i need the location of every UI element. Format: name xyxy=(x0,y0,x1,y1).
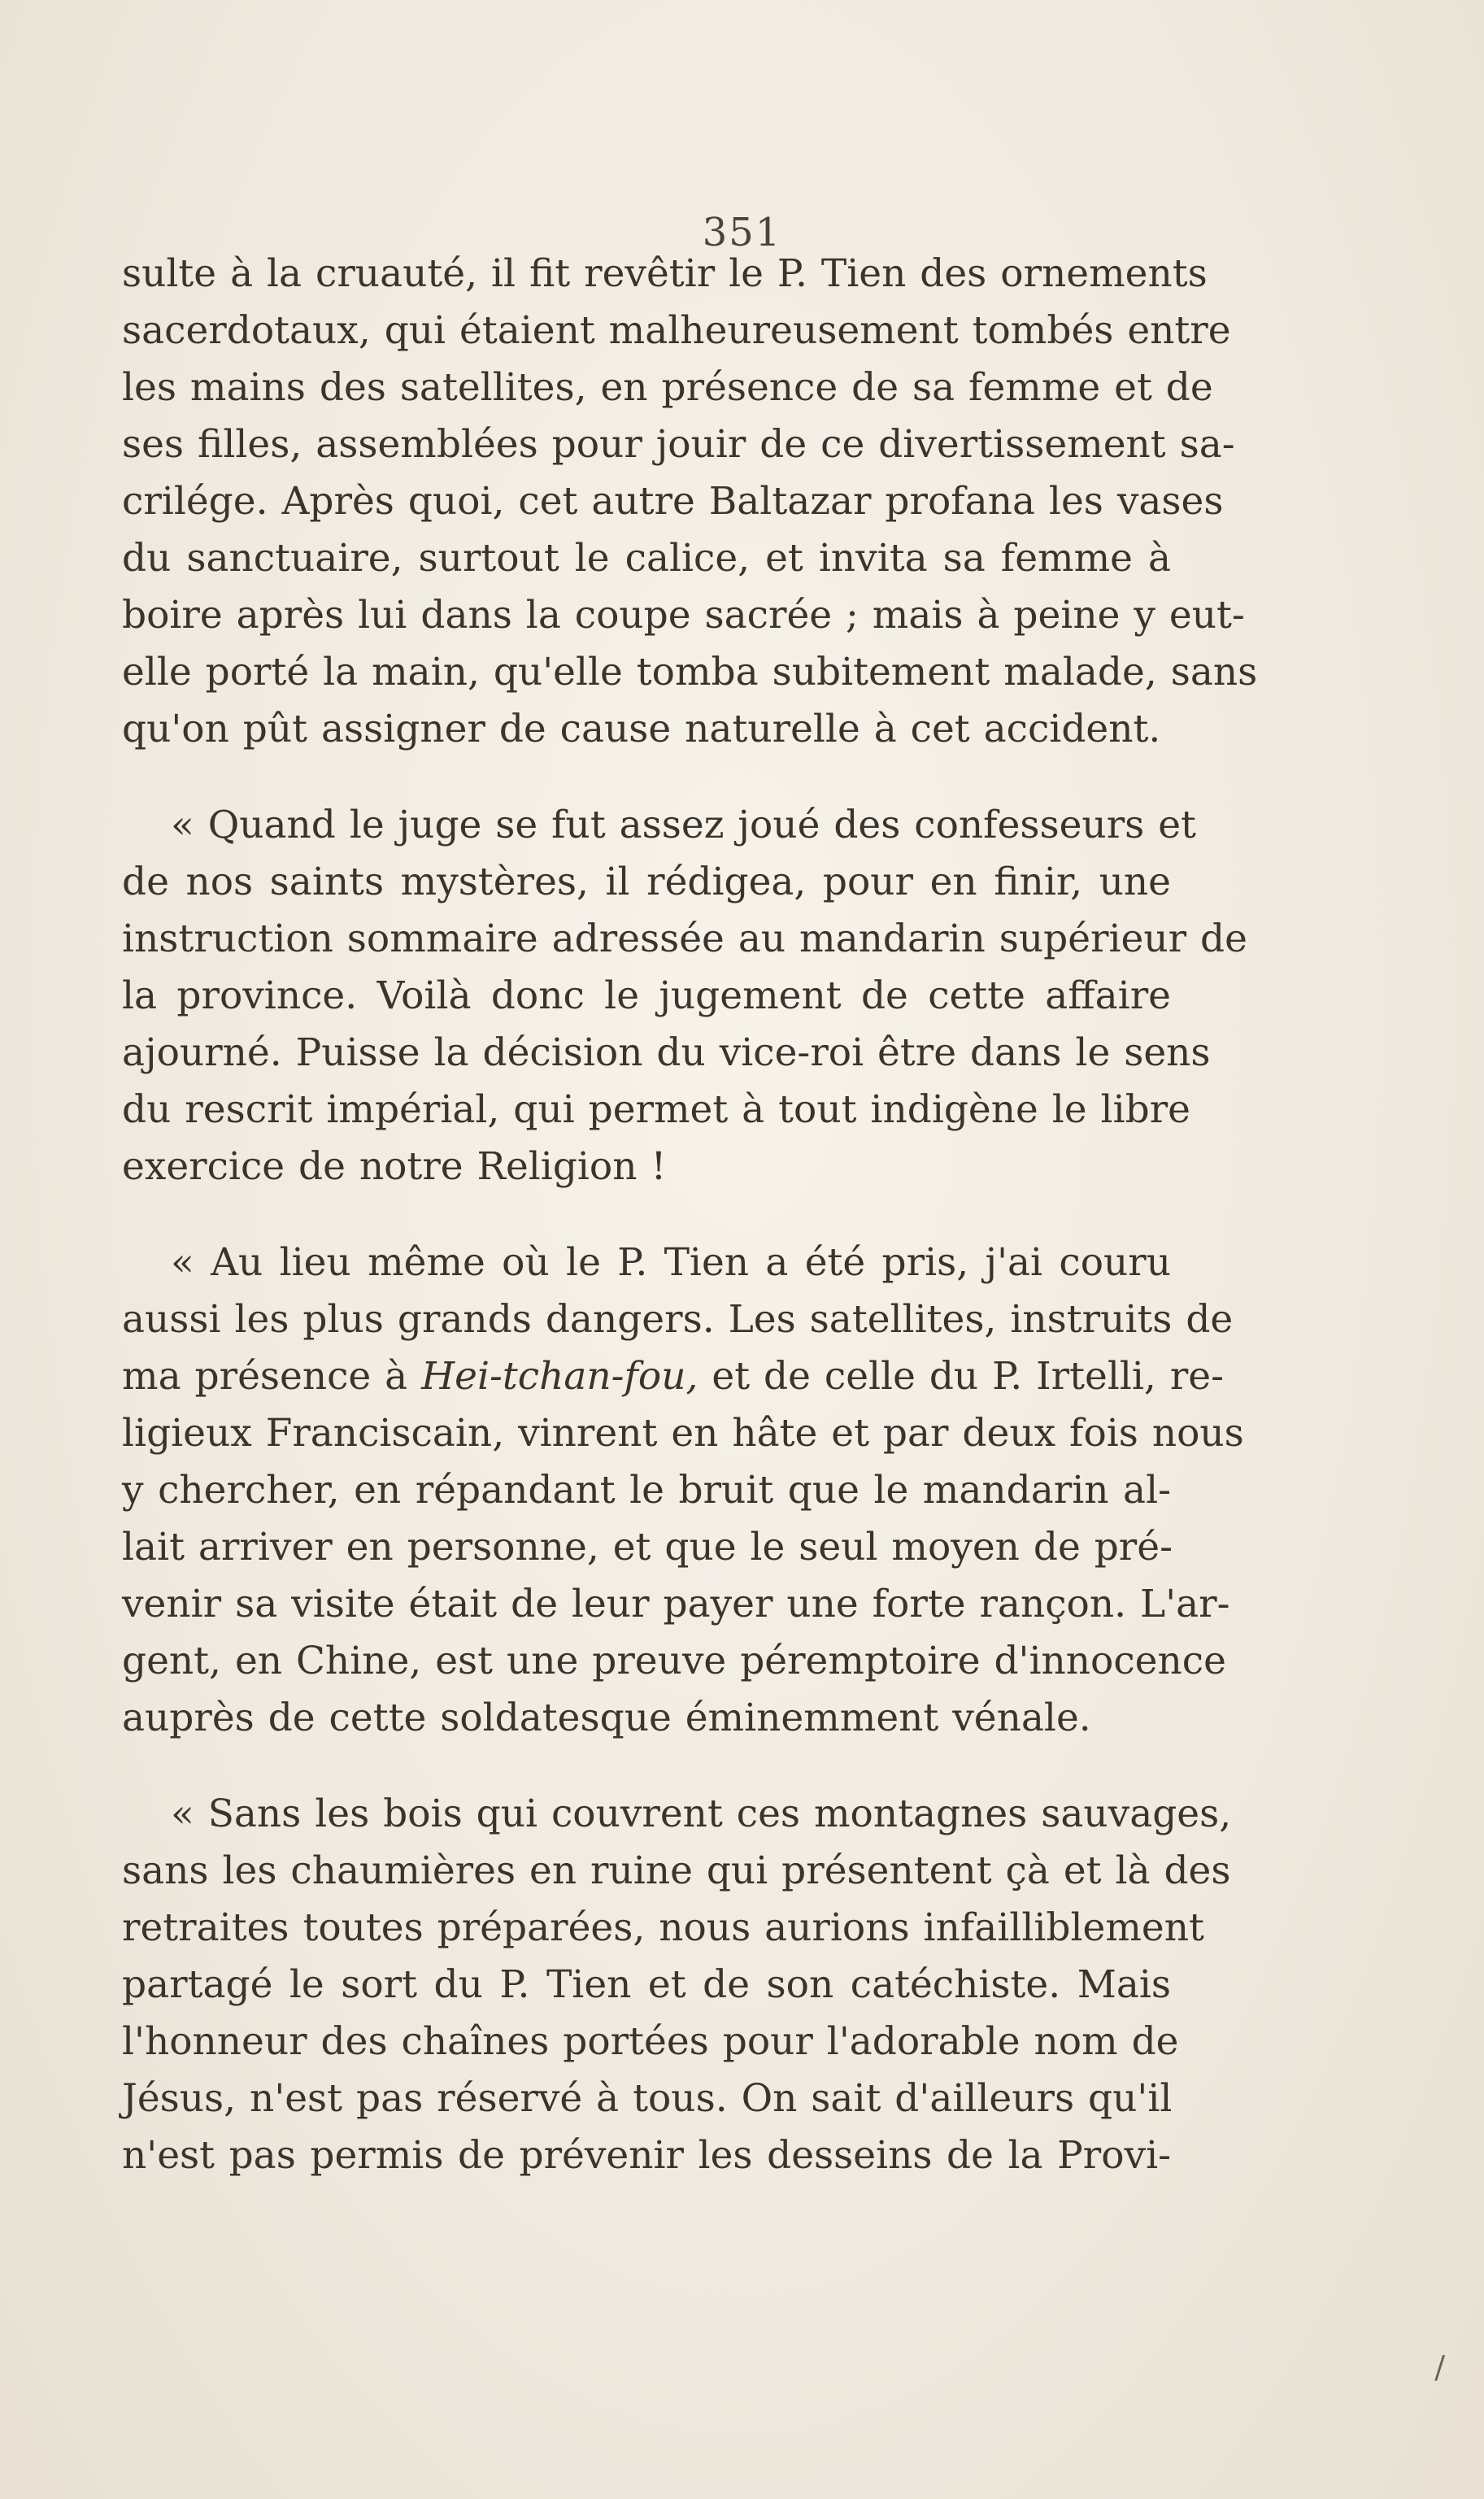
text-line: y chercher, en répandant le bruit que le mandarin al- xyxy=(122,1468,1171,1513)
text-line: sacerdotaux, qui étaient malheureusement tombés entre xyxy=(122,308,1231,353)
text-line: n'est pas permis de prévenir les desseins de la Provi- xyxy=(122,2133,1171,2178)
text-line xyxy=(122,1348,1224,1405)
place-name-italic: Hei-tchan-fou, xyxy=(421,1354,698,1399)
text-line: boire après lui dans la coupe sacrée ; mais à peine y eut- xyxy=(122,593,1245,638)
text-line: de nos saints mystères, il rédigea, pour en finir, une xyxy=(122,860,1171,904)
text-line: auprès de cette soldatesque éminemment vénale. xyxy=(122,1696,1091,1740)
paragraph-4 xyxy=(122,1786,1232,2184)
text-line: les mains des satellites, en présence de sa femme et de xyxy=(122,365,1213,410)
paragraph-3 xyxy=(122,1234,1244,1747)
text-line: venir sa visite était de leur payer une forte rançon. L'ar- xyxy=(122,1582,1230,1626)
text-line: crilége. Après quoi, cet autre Baltazar profana les vases xyxy=(122,479,1224,524)
paragraph-1 xyxy=(122,246,1258,758)
text-line: « Quand le juge se fut assez joué des confesseurs et xyxy=(171,803,1196,847)
text-line: lait arriver en personne, et que le seul moyen de pré- xyxy=(122,1525,1173,1569)
text-line: « Sans les bois qui couvrent ces montagnes sauvages, xyxy=(171,1792,1232,1836)
text-fragment: ma présence à xyxy=(122,1354,408,1399)
text-line: « Au lieu même où le P. Tien a été pris, j'ai couru xyxy=(171,1240,1171,1285)
text-line: la province. Voilà donc le jugement de cette affaire xyxy=(122,973,1171,1018)
text-line: du rescrit impérial, qui permet à tout indigène le libre xyxy=(122,1087,1190,1132)
text-line: exercice de notre Religion ! xyxy=(122,1144,667,1189)
text-line: partagé le sort du P. Tien et de son catéchiste. Mais xyxy=(122,1962,1171,2007)
text-line: Jésus, n'est pas réservé à tous. On sait d'ailleurs qu'il xyxy=(122,2076,1173,2121)
text-line: ajourné. Puisse la décision du vice-roi être dans le sens xyxy=(122,1030,1211,1075)
text-fragment: et de celle du P. Irtelli, re- xyxy=(712,1354,1224,1399)
text-line: qu'on pût assigner de cause naturelle à cet accident. xyxy=(122,707,1161,751)
text-line: gent, en Chine, est une preuve péremptoire d'innocence xyxy=(122,1639,1226,1683)
page-number: 351 xyxy=(702,210,782,255)
text-line: aussi les plus grands dangers. Les satellites, instruits de xyxy=(122,1297,1234,1342)
body-text xyxy=(122,246,1258,2184)
text-line: ses filles, assemblées pour jouir de ce divertissement sa- xyxy=(122,422,1235,467)
text-line: elle porté la main, qu'elle tomba subitement malade, sans xyxy=(122,650,1258,694)
text-line: du sanctuaire, surtout le calice, et invita sa femme à xyxy=(122,536,1171,581)
text-line: instruction sommaire adressée au mandarin supérieur de xyxy=(122,916,1247,961)
paragraph-2 xyxy=(122,797,1247,1195)
text-line: ligieux Franciscain, vinrent en hâte et par deux fois nous xyxy=(122,1411,1244,1456)
text-line: retraites toutes préparées, nous aurions infailliblement xyxy=(122,1905,1204,1950)
text-line: sans les chaumières en ruine qui présentent çà et là des xyxy=(122,1848,1231,1893)
text-line: sulte à la cruauté, il fit revêtir le P. Tien des ornements xyxy=(122,251,1208,296)
margin-mark: / xyxy=(1434,2349,1445,2385)
text-line: l'honneur des chaînes portées pour l'adorable nom de xyxy=(122,2019,1179,2064)
